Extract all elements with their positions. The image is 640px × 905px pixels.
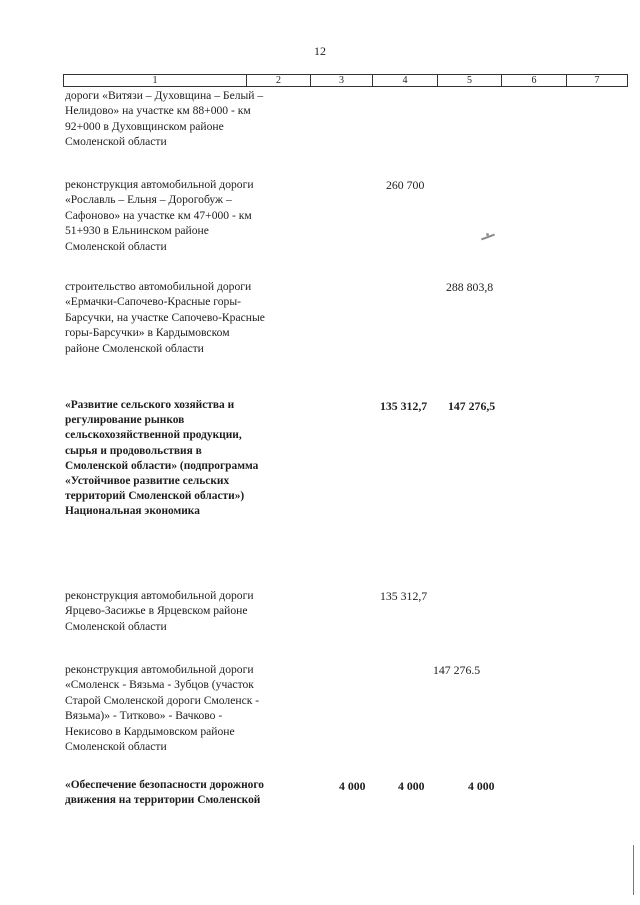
table-row-text: дороги «Витязи – Духовщина – Белый – Нелидово» на участке км 88+000 - км 92+000 в Духовщинском районе Смоленской области: [65, 89, 264, 149]
table-cell-col5: 147 276,5: [448, 399, 496, 413]
table-row-text: реконструкция автомобильной дороги «Рославль – Ельня – Дорогобуж – Сафоново» на участке км 47+000 - км 51+930 в Ельнинском районе Смоленской области: [65, 178, 254, 253]
header-col-3: 3: [311, 75, 373, 86]
table-cell-col4: 260 700: [386, 178, 425, 192]
page-number: 12: [314, 44, 326, 58]
table-row-text: реконструкция автомобильной дороги Ярцево-Засижье в Ярцевском районе Смоленской области: [65, 589, 254, 633]
table-cell-col5: 4 000: [468, 779, 495, 793]
table-row-text: «Обеспечение безопасности дорожного движения на территории Смоленской: [65, 779, 264, 807]
header-col-2: 2: [247, 75, 311, 86]
table-row-text: «Развитие сельского хозяйства и регулирование рынков сельскохозяйственной продукции, сырья и продовольствия в Смоленской области» (подпрограмма «Устойчивое развитие сельских территорий Смоленской области») Национальная экономика: [65, 399, 259, 518]
table-row-text: строительство автомобильной дороги «Ермачки-Сапочево-Красные горы-Барсучки, на участке Сапочево-Красные горы-Барсучки» в Кардымовском районе Смоленской области: [65, 280, 265, 355]
header-col-6: 6: [502, 75, 567, 86]
header-col-1: 1: [64, 75, 247, 86]
table-row-text: реконструкция автомобильной дороги «Смоленск - Вязьма - Зубцов (участок Старой Смоленской дороги Смоленск - Вязьма)» - Титково» - Вачково - Некисово в Кардымовском районе Смоленской области: [65, 663, 260, 754]
table-cell-col3: 4 000: [339, 779, 366, 793]
table-cell-col4: 4 000: [398, 779, 425, 793]
table-cell-col5: 147 276.5: [433, 663, 481, 677]
table-cell-col5: 288 803,8: [446, 280, 494, 294]
table-header-row: [63, 74, 628, 87]
scan-edge-mark: [633, 845, 634, 895]
header-col-4: 4: [373, 75, 438, 86]
table-cell-col4: 135 312,7: [380, 589, 428, 603]
scan-speck: [486, 233, 489, 236]
table-cell-col4: 135 312,7: [380, 399, 428, 413]
header-col-7: 7: [594, 75, 600, 86]
header-col-5: 5: [438, 75, 502, 86]
